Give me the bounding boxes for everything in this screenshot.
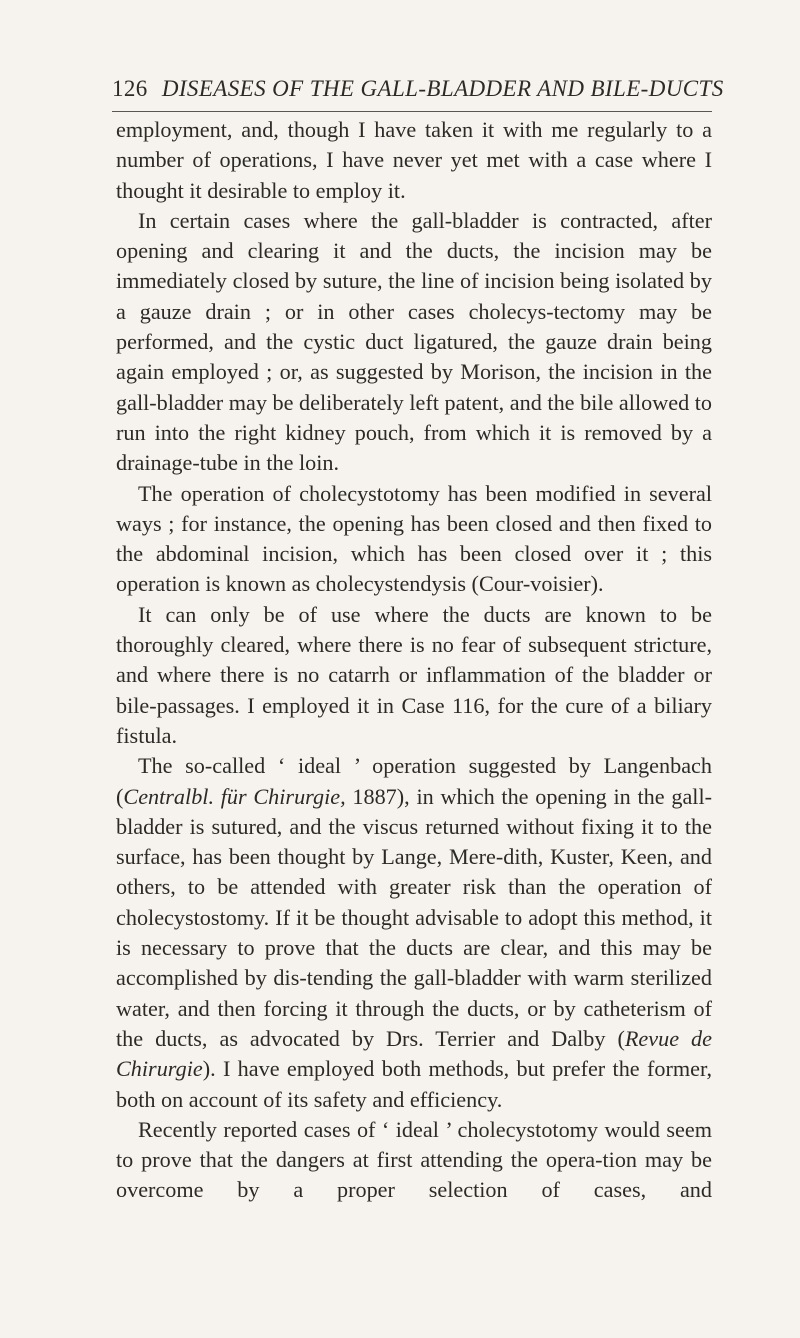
page-number: 126 — [112, 76, 148, 101]
paragraph-4: It can only be of use where the ducts are known to be thoroughly cleared, where there is no fear of subsequent stricture, and where there is no catarrh or inflammation of the bladder or bile-passages. I employed it in Case 116, for the cure of a biliary fistula. — [116, 601, 712, 748]
paragraph-5 — [116, 751, 712, 1115]
paragraph-5-part-c: ). I have employed both methods, but prefer the former, both on account of its safety and efficiency. — [116, 1056, 712, 1112]
running-header — [112, 74, 724, 104]
citation-centralblatt: Centralbl. für Chirurgie, — [123, 783, 346, 809]
header-rule — [112, 111, 712, 112]
citation-revue: Revue de Chirurgie — [116, 1025, 712, 1082]
body-text — [116, 115, 712, 1206]
running-title: DISEASES OF THE GALL-BLADDER AND BILE-DUCTS — [161, 76, 724, 101]
paragraph-2: In certain cases where the gall-bladder is contracted, after opening and clearing it and the ducts, the incision may be immediately closed by suture, the line of incision being isolated by a gauze drain ; or in other cases cholecys-tectomy may be performed, and the cystic duct ligatured, the gauze drain being again employed ; or, as suggested by Morison, the incision in the gall-bladder may be deliberately left patent, and the bile allowed to run into the right kidney pouch, from which it is removed by a drainage-tube in the loin. — [116, 207, 712, 476]
paragraph-1: employment, and, though I have taken it with me regularly to a number of operations, I have never yet met with a case where I thought it desirable to employ it. — [116, 117, 712, 203]
paragraph-5-part-b: 1887), in which the opening in the gall-bladder is sutured, and the viscus returned without fixing it to the surface, has been thought by Lange, Mere-dith, Kuster, Keen, and others, to be attended with greater risk than the operation of cholecystostomy. If it be thought advisable to adopt this method, it is necessary to prove that the ducts are clear, and this may be accomplished by dis-tending the gall-bladder with warm sterilized water, and then forcing it through the ducts, or by catheterism of the ducts, as advocated by Drs. Terrier and Dalby ( — [116, 783, 713, 1051]
paragraph-3: The operation of cholecystotomy has been modified in several ways ; for instance, the opening has been closed and then fixed to the abdominal incision, which has been closed over it ; this operation is known as cholecystendysis (Cour-voisier). — [116, 480, 712, 597]
paragraph-6: Recently reported cases of ‘ ideal ’ cholecystotomy would seem to prove that the dangers at first attending the opera-tion may be overcome by a proper selection of cases, and — [116, 1116, 712, 1203]
paragraph-5-part-a: The so-called ‘ ideal ’ operation suggested by Langenbach ( — [116, 753, 712, 809]
